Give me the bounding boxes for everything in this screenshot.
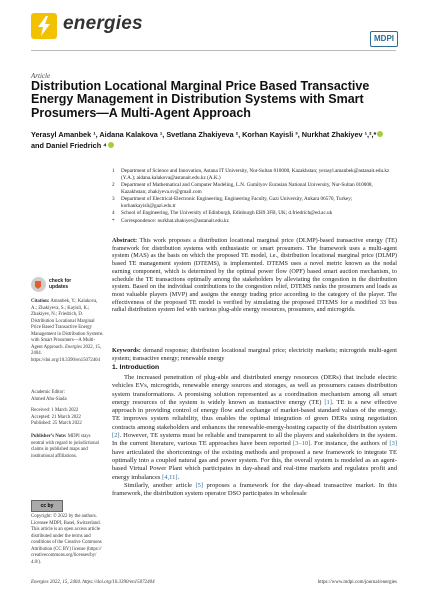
cc-license-logo[interactable]: cc by — [31, 500, 63, 512]
affiliation-number: * — [112, 218, 115, 224]
citation-block — [31, 299, 103, 384]
section-heading: 1. Introduction — [112, 364, 160, 371]
article-type: Article — [31, 72, 51, 80]
keywords — [112, 347, 397, 362]
publisher-note — [31, 434, 103, 468]
orcid-icon[interactable] — [108, 142, 114, 148]
affiliation-number: 1 — [112, 168, 115, 174]
affiliation-text: School of Engineering, The University of Edinburgh, Edinburgh EH9 3FB, UK; d.friedrich@ed.ac.uk — [121, 210, 333, 216]
reference-link[interactable]: [4,11] — [162, 473, 178, 481]
affiliation-4 — [112, 210, 397, 217]
updates-icon — [31, 277, 46, 292]
lightning-icon — [31, 13, 57, 39]
reference-link[interactable]: [3] — [389, 440, 397, 448]
affiliation-text: Department of Electrical-Electronic Engineering, Engineering Faculty, Gazi University, Ankara 06570, Turkey; korhankayisli@gazi.edu.tr — [121, 196, 353, 209]
affiliation-2 — [112, 182, 397, 195]
affiliation-text: Department of Mathematical and Computer Modeling, L.N. Gumilyov Eurasian National University, Nur-Sultan 010008, Kazakhstan; zhakiyeva.sv@gmail.com — [121, 182, 373, 195]
header-divider — [31, 50, 396, 51]
citation-journal: Energies — [64, 344, 82, 350]
note-label: Publisher’s Note: — [31, 434, 67, 439]
dates-block — [31, 408, 103, 430]
journal-logo — [31, 13, 57, 39]
editor-name: Ahmed Abu-Siada — [31, 396, 67, 402]
affiliation-number: 4 — [112, 210, 115, 216]
editor-label: Academic Editor: — [31, 390, 65, 395]
affiliation-3 — [112, 196, 397, 209]
authors-line-1: Yerasyl Amanbek ¹, Aidana Kalakova ¹, Svetlana Zhakiyeva ², Korhan Kayisli ³, Nurkhat Zhakiyev ¹,²,* — [31, 130, 377, 139]
affiliation-number: 2 — [112, 182, 115, 188]
reference-link[interactable]: [2] — [112, 432, 120, 440]
paragraph: Similarly, another article [5] proposes a framework for the day-ahead transactive market. In this framework, the distribution system operator DSO participates in wholesale — [112, 481, 397, 498]
abstract-label: Abstract: — [112, 237, 138, 244]
article-title: Distribution Locational Marginal Price Based Transactive Energy Management in Distribution Systems with Smart Prosumers—A Multi-Agent Approach — [31, 79, 370, 120]
accepted-date: Accepted: 21 March 2022 — [31, 414, 81, 420]
reference-link[interactable]: [1] — [324, 398, 332, 406]
abstract — [112, 237, 397, 314]
citation-text: Amanbek, Y.; Kalakova, A.; Zhakiyeva, S.; Kayisli, K.; Zhakiyev, N.; Friedrich, D. Distribution Locational Marginal Price Based Transactive Energy Management in Distribution Systems with Smart Prosumers—A Multi-Agent Approach. — [31, 299, 103, 350]
footer-citation: Energies 2022, 15, 2404. https://doi.org/10.3390/en15072404 — [31, 580, 155, 585]
published-date: Published: 25 March 2022 — [31, 421, 82, 426]
correspondence — [112, 218, 397, 225]
affiliation-1 — [112, 168, 397, 181]
journal-name: energies — [63, 13, 143, 34]
citation-label: Citation: — [31, 299, 50, 304]
publisher-logo: MDPI — [370, 31, 398, 47]
keywords-label: Keywords: — [112, 347, 141, 354]
received-date: Received: 1 March 2022 — [31, 408, 79, 413]
check-for-updates-badge[interactable] — [31, 275, 71, 295]
reference-link[interactable]: [3–10] — [292, 440, 311, 448]
authors-line-2: and Daniel Friedrich ⁴ — [31, 141, 107, 150]
introduction-body — [112, 374, 397, 498]
orcid-icon[interactable] — [377, 131, 383, 137]
author-list — [31, 129, 396, 151]
citation-doi[interactable]: 2022, 15, 2404. https://doi.org/10.3390/en15072404 — [31, 344, 102, 363]
abstract-text: This work proposes a distribution locational marginal price (DLMP)-based transactive energy (TE) framework for distribution systems with enthusiastic or smart prosumers. The framework uses a multi-agent system (MAS) as the basis on which the proposed TE model, i.e., distribution locational marginal price (DLMP) based TE management system (DTEMS), is implemented. DTEMS uses a novel metric known as the nodal earning component, which is determined by the optimal power flow (OPF) based smart auction mechanism, to schedule the TE transactions optimally among the stakeholders by alleviating the congestion in the distribution system. Based on the individual contributions to the congestion relief, DTEMS ranks the prosumers and loads as most valuable players (MVP) and assigns the energy trading price according to the category of the player. The effectiveness of the proposed TE model is verified by simulating the proposed DTEMS for a modified 33 bus radial distribution system fed with various plug-able energy resources, prosumers, and microgrids. — [112, 237, 397, 314]
affiliation-text: Department of Science and Innovation, Astana IT University, Nur-Sultan 010000, Kazakhstan; yerasyl.amanbek@astanait.edu.kz (Y.A.); aidana.kalakova@astanait.edu.kz (A.K.) — [121, 168, 390, 181]
keywords-text: demand response; distribution locational marginal price; electricity markets; microgrids multi-agent system; transactive energy; renewable energy — [112, 347, 397, 362]
copyright-block: Copyright: © 2022 by the authors. Licensee MDPI, Basel, Switzerland. This article is an open access article distributed under the terms and conditions of the Creative Commons Attribution (CC BY) license (https:// creativecommons.org/licenses/by/ 4.0/). — [31, 514, 102, 565]
affiliation-number: 3 — [112, 196, 115, 202]
footer-journal-link[interactable]: https://www.mdpi.com/journal/energies — [317, 580, 397, 585]
updates-label: check for updates — [49, 278, 72, 290]
affiliation-text: Correspondence: nurkhat.zhakiyev@astanait.edu.kz — [121, 218, 229, 224]
academic-editor — [31, 390, 103, 404]
paragraph: The increased penetration of plug-able and distributed energy resources (DERs) that include electric vehicles EVs, microgrids, renewable energy sources and storages, as well as prosumers causes distribution system transformations. A promising solution represented as a coordination mechanism among all smart energy resources of the system is widely known as transactive energy (TE) [1]. TE is a new effective approach in providing control of energy flow and exchange of market-based standard values of the energy. TE improves system reliability, thus enables the optimal integration of green DERs using negotiation contracts among stakeholders and enhances the renewable-energy-hosting capacity of the distribution system [2]. However, TE systems must be reliable and transparent to all the players and stakeholders in the system. In the current literature, various TE approaches have been reported [3–10]. For instance, the authors of [3] have articulated the shortcomings of the existing methods and proposed a new framework to integrate TE optimally into a coupled natural gas and power system. For this, the overall system is modeled as an agent-based Virtual Power Plant which participates in day-ahead and real-time markets and regulates profit and energy imbalances [4,11]. — [112, 374, 397, 481]
note-text: MDPI stays neutral with regard to jurisdictional claims in published maps and institutional affiliations. — [31, 434, 99, 459]
reference-link[interactable]: [5] — [195, 481, 204, 489]
